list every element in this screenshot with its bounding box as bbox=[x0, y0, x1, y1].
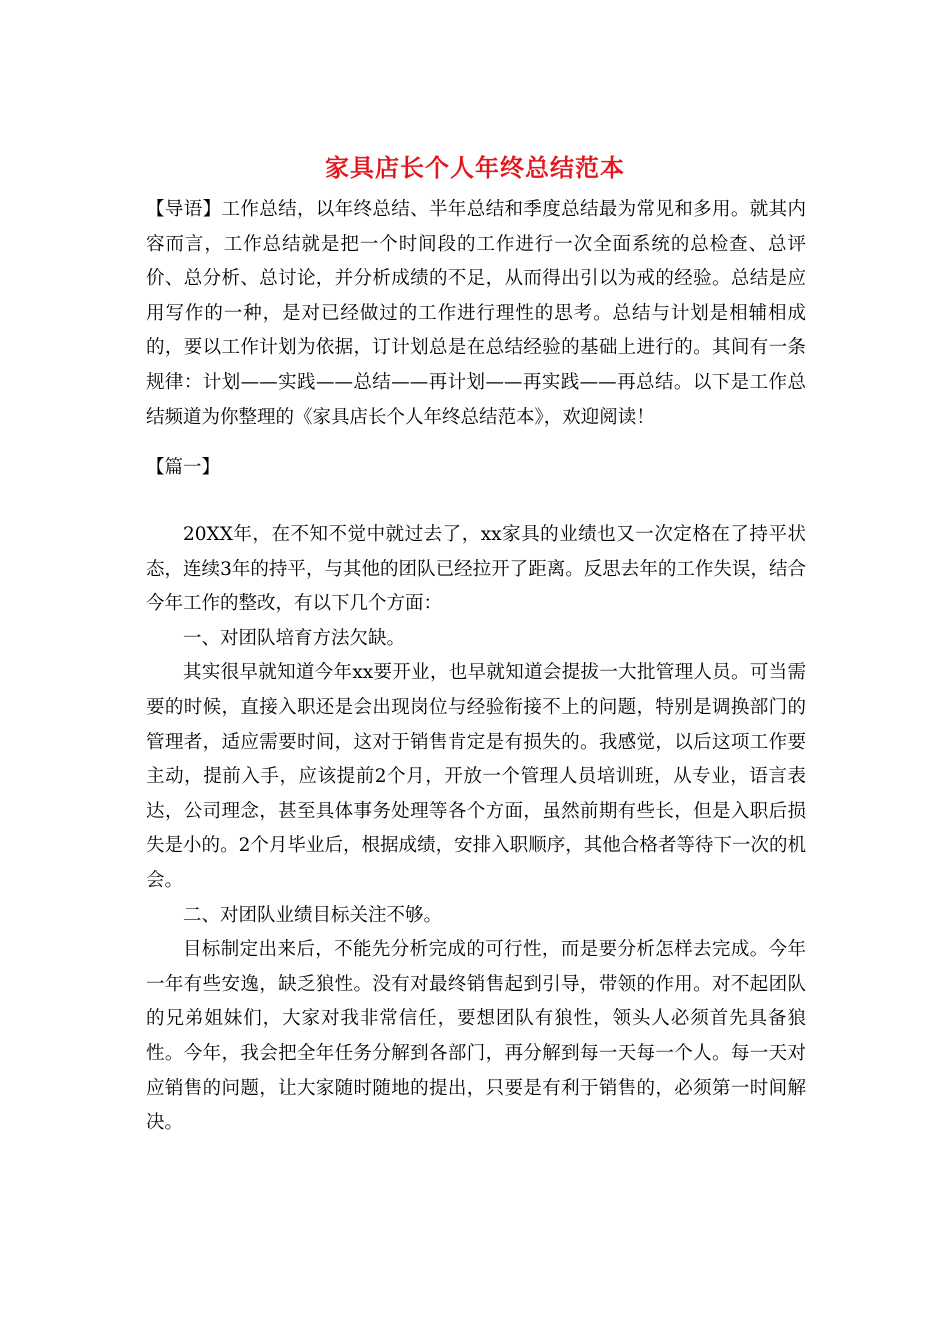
body-paragraph: 其实很早就知道今年xx要开业，也早就知道会提拔一大批管理人员。可当需要的时候，直接入职还是会出现岗位与经验衔接不上的问题，特别是调换部门的管理者，适应需要时间，这对于销售肯定是有损失的。我感觉，以后这项工作要主动，提前入手，应该提前2个月，开放一个管理人员培训班，从专业，语言表达，公司理念，甚至具体事务处理等各个方面，虽然前期有些长，但是入职后损失是小的。2个月毕业后，根据成绩，安排入职顺序，其他合格者等待下一次的机会。 bbox=[146, 662, 806, 891]
body-paragraph: 20XX年，在不知不觉中就过去了，xx家具的业绩也又一次定格在了持平状态，连续3年的持平，与其他的团队已经拉开了距离。反思去年的工作失误，结合今年工作的整改，有以下几个方面： bbox=[146, 524, 806, 615]
document-body bbox=[146, 518, 806, 1141]
section-label: 【篇一】 bbox=[146, 457, 221, 478]
document-title: 家具店长个人年终总结范本 bbox=[325, 153, 625, 182]
section-heading: 一、对团队培育方法欠缺。 bbox=[183, 627, 406, 649]
intro-paragraph: 【导语】工作总结，以年终总结、半年总结和季度总结最为常见和多用。就其内容而言，工作总结就是把一个时间段的工作进行一次全面系统的总检查、总评价、总分析、总讨论，并分析成绩的不足，从而得出引以为戒的经验。总结是应用写作的一种，是对已经做过的工作进行理性的思考。总结与计划是相辅相成的，要以工作计划为依据，订计划总是在总结经验的基础上进行的。其间有一条规律：计划——实践——总结——再计划——再实践——再总结。以下是工作总结频道为你整理的《家具店长个人年终总结范本》，欢迎阅读！ bbox=[146, 199, 806, 428]
body-paragraph: 目标制定出来后，不能先分析完成的可行性，而是要分析怎样去完成。今年一年有些安逸，缺乏狼性。没有对最终销售起到引导，带领的作用。对不起团队的兄弟姐妹们，大家对我非常信任，要想团队有狼性，领头人必须首先具备狼性。今年，我会把全年任务分解到各部门，再分解到每一天每一个人。每一天对应销售的问题，让大家随时随地的提出，只要是有利于销售的，必须第一时间解决。 bbox=[146, 939, 806, 1134]
section-heading: 二、对团队业绩目标关注不够。 bbox=[183, 904, 443, 926]
